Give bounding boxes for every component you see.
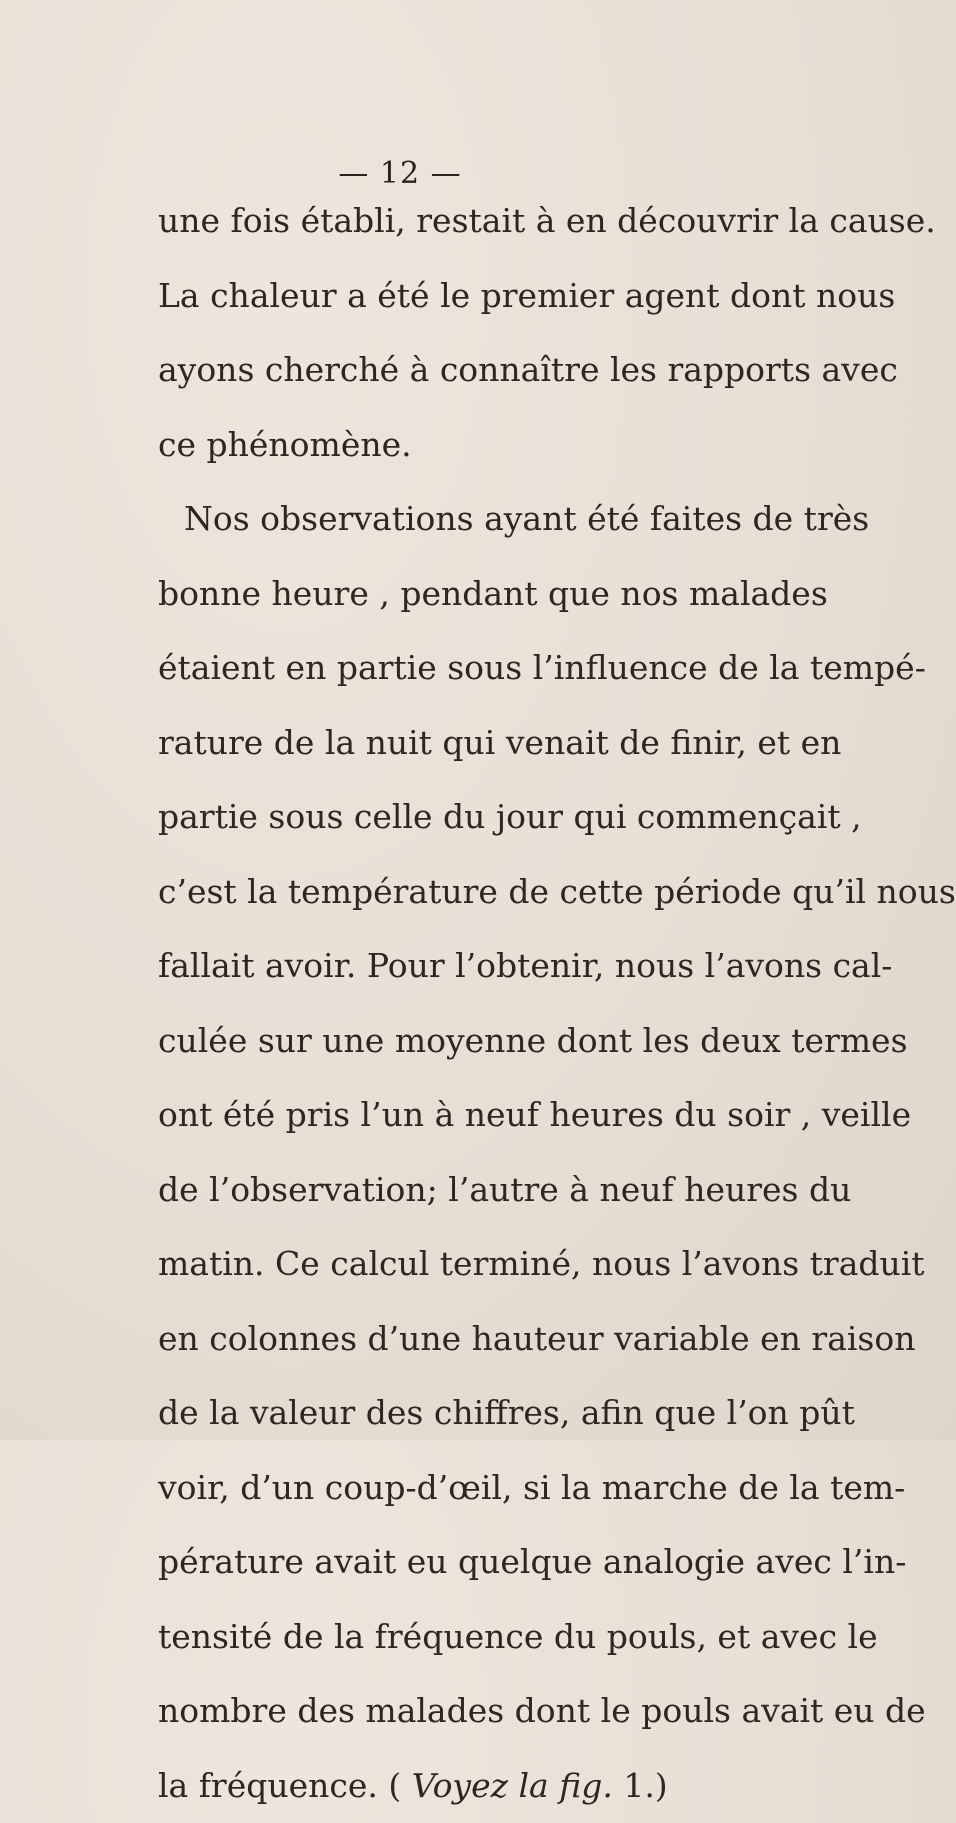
- text-line: c’est la température de cette période qu’il nous: [158, 855, 744, 930]
- text-line: rature de la nuit qui venait de finir, et en: [158, 706, 744, 781]
- text-line: une fois établi, restait à en découvrir la cause.: [158, 184, 744, 259]
- text-line: culée sur une moyenne dont les deux termes: [158, 1004, 744, 1079]
- figure-reference: Voyez la fig.: [412, 1766, 613, 1805]
- text-line-last: [158, 1749, 744, 1823]
- text-line: ce phénomène.: [158, 408, 744, 483]
- text-line: ont été pris l’un à neuf heures du soir , veille: [158, 1078, 744, 1153]
- page-number: — 12 —: [0, 156, 800, 191]
- last-line-prefix: la fréquence. (: [158, 1766, 412, 1805]
- text-line: voir, d’un coup-d’œil, si la marche de la tem-: [158, 1451, 744, 1526]
- text-line: ayons cherché à connaître les rapports avec: [158, 333, 744, 408]
- text-line: de l’observation; l’autre à neuf heures du: [158, 1153, 744, 1228]
- last-line-suffix: 1.): [613, 1766, 668, 1805]
- text-line: de la valeur des chiffres, afin que l’on pût: [158, 1376, 744, 1451]
- text-line: étaient en partie sous l’influence de la tempé-: [158, 631, 744, 706]
- text-line: fallait avoir. Pour l’obtenir, nous l’avons cal-: [158, 929, 744, 1004]
- text-line: tensité de la fréquence du pouls, et avec le: [158, 1600, 744, 1675]
- text-line: en colonnes d’une hauteur variable en raison: [158, 1302, 744, 1377]
- text-line: La chaleur a été le premier agent dont nous: [158, 259, 744, 334]
- text-line: partie sous celle du jour qui commençait ,: [158, 780, 744, 855]
- text-line: Nos observations ayant été faites de très: [158, 482, 744, 557]
- body-text: [158, 184, 744, 1823]
- text-line: nombre des malades dont le pouls avait eu de: [158, 1674, 744, 1749]
- text-line: pérature avait eu quelque analogie avec l’in-: [158, 1525, 744, 1600]
- text-line: bonne heure , pendant que nos malades: [158, 557, 744, 632]
- text-line: matin. Ce calcul terminé, nous l’avons traduit: [158, 1227, 744, 1302]
